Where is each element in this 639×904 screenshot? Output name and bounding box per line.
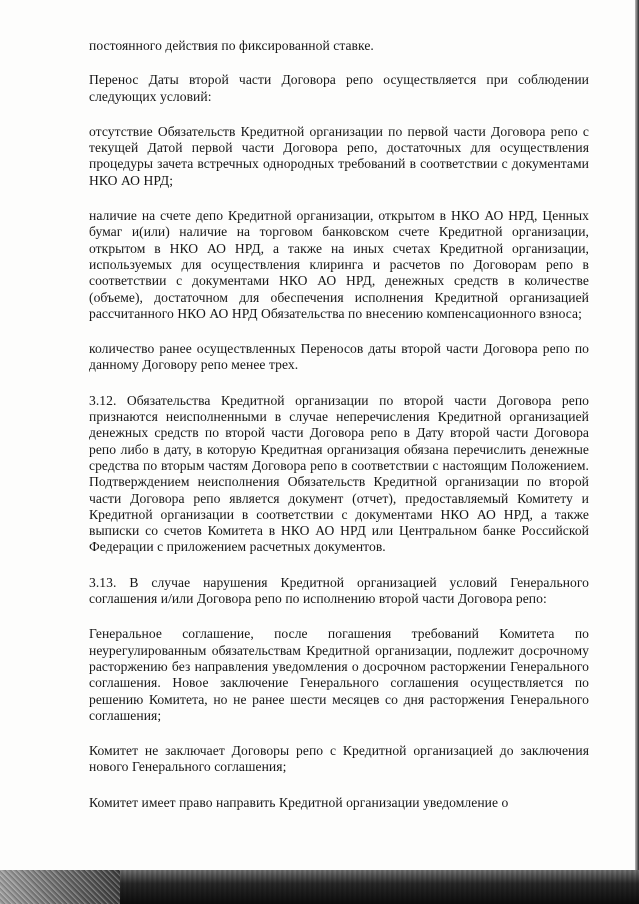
paragraph-3: отсутствие Обязательств Кредитной организации по первой части Договора репо с текущей Датой первой части Договора репо, достаточных для осуществления процедуры зачета встречных однородных требований в соответствии с документами НКО АО НРД; [89, 123, 589, 188]
paragraph-2: Перенос Даты второй части Договора репо осуществляется при соблюдении следующих условий: [89, 72, 589, 104]
scan-edge-bottom-left [0, 870, 120, 904]
paragraph-10: Комитет имеет право направить Кредитной организации уведомление о [89, 794, 509, 810]
paragraph-4: наличие на счете депо Кредитной организации, открытом в НКО АО НРД, Ценных бумаг и(или) наличие на торговом банковском счете Кредитной организации, открытом в НКО АО НРД, а также на иных счетах Кредитной организации, используемых для осуществления клиринга и расчетов по Договорам репо в соответствии с документами НКО АО НРД, денежных средств в количестве (объеме), достаточном для обеспечения исполнения Кредитной организацией рассчитанного НКО АО НРД Обязательства по внесению компенсационного взноса; [89, 208, 589, 321]
paragraph-8: Генеральное соглашение, после погашения требований Комитета по неурегулированным обязательствам Кредитной организации, подлежит досрочному расторжению без направления уведомления о досрочном расторжении Генерального соглашения. Новое заключение Генерального соглашения осуществляется по решению Комитета, но не ранее шести месяцев со дня расторжения Генерального соглашения; [89, 626, 589, 723]
paragraph-5: количество ранее осуществленных Переносов даты второй части Договора репо по данному Договору репо менее трех. [89, 341, 589, 373]
document-body [89, 38, 589, 830]
paragraph-1: постоянного действия по фиксированной ставке. [89, 38, 374, 53]
paragraph-6: 3.12. Обязательства Кредитной организации по второй части Договора репо признаются неисполненными в случае неперечисления Кредитной организацией денежных средств по второй части Договора репо в Дату второй части Договора репо либо в дату, в которую Кредитная организация обязана перечислить денежные средства по вторым частям Договора репо в соответствии с настоящим Положением. Подтверждением неисполнения Обязательств Кредитной организации по второй части Договора репо является документ (отчет), предоставляемый Комитету и Кредитной организации в соответствии с документами НКО АО НРД, а также выписки со счетов Комитета в НКО АО НРД или Центральном банке Российской Федерации с приложением расчетных документов. [89, 392, 589, 555]
scan-edge-right [635, 0, 639, 904]
paragraph-7: 3.13. В случае нарушения Кредитной организацией условий Генерального соглашения и/или Договора репо по исполнению второй части Договора репо: [89, 574, 589, 607]
paragraph-9: Комитет не заключает Договоры репо с Кредитной организацией до заключения нового Генерального соглашения; [89, 743, 589, 775]
